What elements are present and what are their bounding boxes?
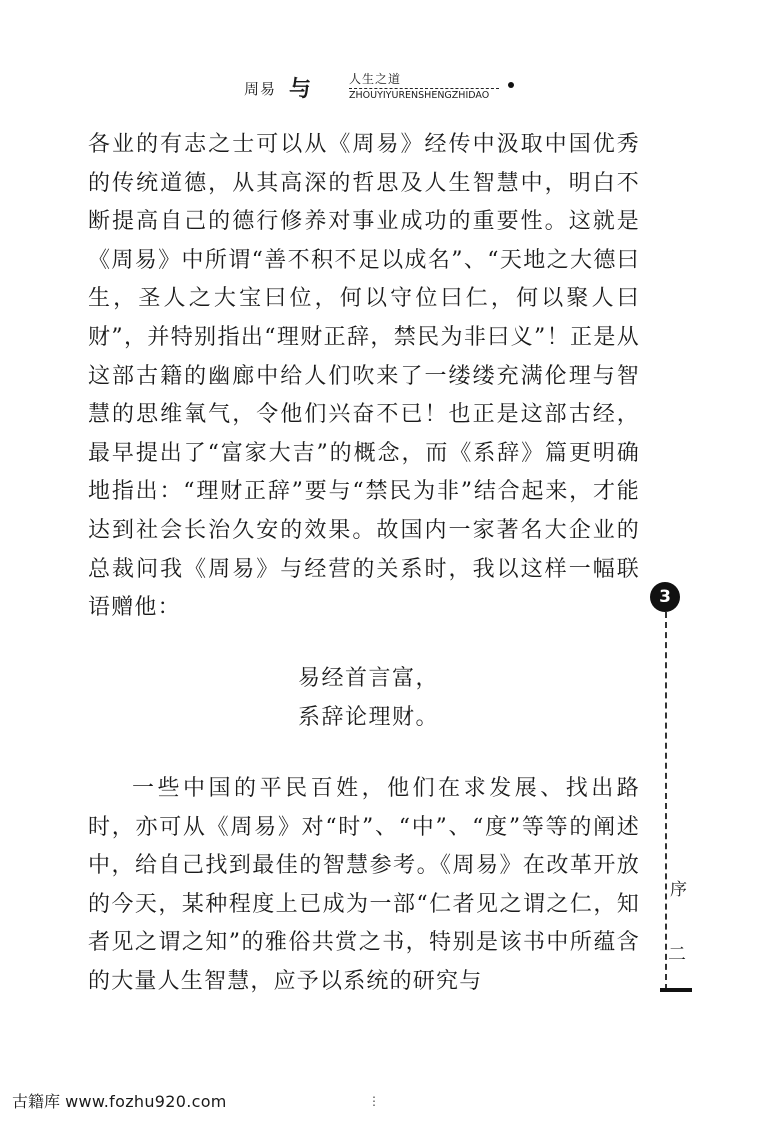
margin-dashed-line [665,612,667,990]
footer-site-name: 古籍库 [12,1092,61,1111]
running-header [0,72,629,108]
footer-watermark [12,1089,227,1112]
couplet-line-2: 系辞论理财。 [298,705,440,730]
page-numeral: 二 [668,944,686,965]
footer-site-url: www.fozhu920.com [65,1092,227,1111]
header-series-title: 人生之道 [349,70,499,89]
header-connector: 与 [288,76,311,102]
body-paragraph-2: 一些中国的平民百姓，他们在求发展、找出路时，亦可从《周易》对“时”、“中”、“度”等等的阐述中，给自己找到最佳的智慧参考。《周易》在改革开放的今天，某种程度上已成为一部“仁者见之谓之仁，知者见之谓之知”的雅俗共赏之书，特别是该书中所蕴含的大量人生智慧，应予以系统的研究与 [88,776,640,994]
section-label: 序 [670,880,687,900]
header-dot-icon [508,82,514,88]
header-book-title: 周易 [243,80,276,98]
chapter-number-badge: 3 [650,582,680,612]
header-series-pinyin: ZHOUYIYURENSHENGZHIDAO [349,90,490,101]
couplet-line-1: 易经首言富， [298,666,440,691]
header-series [349,70,509,101]
body-paragraph-1: 各业的有志之士可以从《周易》经传中汲取中国优秀的传统道德，从其高深的哲思及人生智慧中，明白不断提高自己的德行修养对事业成功的重要性。这就是《周易》中所谓“善不积不足以成名”、“天地之大德曰生，圣人之大宝曰位，何以守位曰仁，何以聚人曰财”，并特别指出“理财正辞，禁民为非曰义”！正是从这部古籍的幽廊中给人们吹来了一缕缕充满伦理与智慧的思维氧气，令他们兴奋不已！也正是这部古经，最早提出了“富家大吉”的概念，而《系辞》篇更明确地指出：“理财正辞”要与“禁民为非”结合起来，才能达到社会长治久安的效果。故国内一家著名大企业的总裁问我《周易》与经营的关系时，我以这样一幅联语赠他： [88,132,640,621]
margin-bar [660,988,692,992]
footer-tick-mark: ⋮ [368,1094,380,1108]
